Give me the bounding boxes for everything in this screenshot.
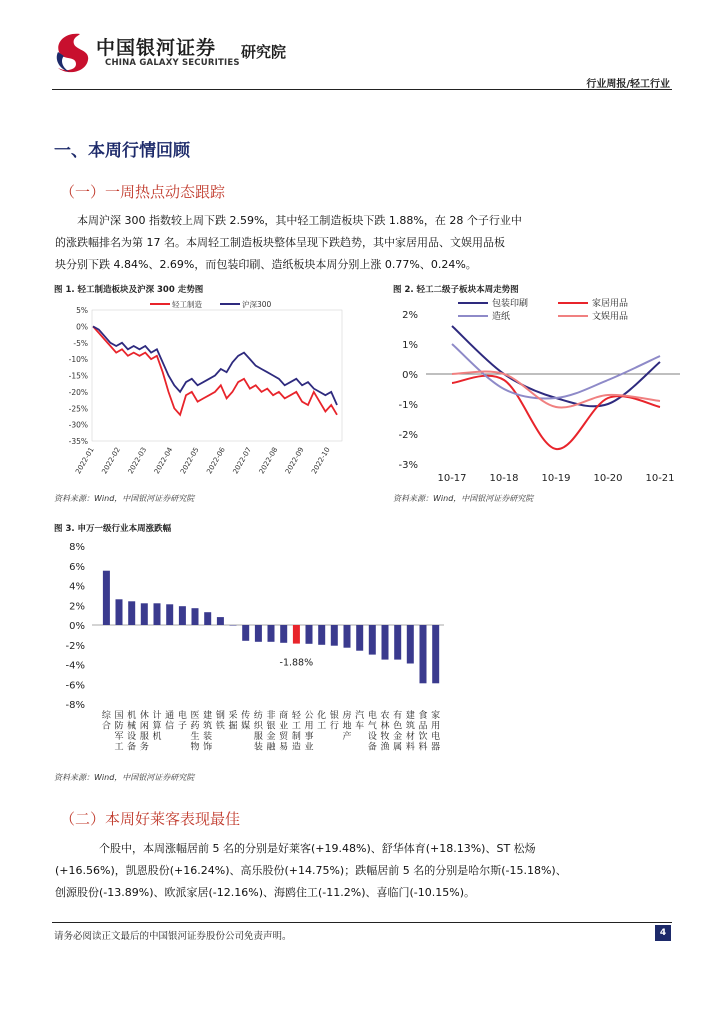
fig3-bar-23 [394,625,401,660]
fig2-y-tick-label: 2% [402,310,418,321]
fig1-x-tick-label: 2022-04 [152,446,175,476]
fig3-bar-25 [420,625,427,683]
fig3-y-tick-label: -2% [65,640,85,652]
fig1-title: 图 1. 轻工制造板块及沪深 300 走势图 [54,285,204,295]
paragraph-1-line-2: 的涨跌幅排名为第 17 名。本周轻工制造板块整体呈现下跌趋势，其中家居用品、文娱用品板 [55,236,505,249]
fig3-x-tick-label-10: 采掘 [228,711,238,732]
fig1-y-tick-label: -20% [68,387,88,397]
fig3-source: 资料来源：Wind，中国银河证券研究院 [54,773,195,782]
fig1-source: 资料来源：Wind，中国银河证券研究院 [54,494,195,503]
fig2-y-tick-label: 0% [402,370,418,381]
fig3-bar-17 [318,625,325,645]
fig3-x-tick-label-13: 非银金融 [266,711,276,753]
fig3-bar-18 [331,625,338,646]
fig3-bar-6 [179,606,186,625]
fig3-bar-7 [192,608,199,625]
fig3-bar-14 [280,625,287,643]
fig3-bar-11 [242,625,249,641]
fig3-x-tick-label-23: 有色金属 [393,711,403,753]
fig3-bar-12 [255,625,262,642]
fig3-bar-16 [306,625,313,644]
fig3-x-tick-label-9: 钢铁 [215,711,225,732]
fig2-y-tick-label: -3% [398,460,418,471]
paragraph-1-line-1: 本周沪深 300 指数较上周下跌 2.59%，其中轻工制造板块下跌 1.88%，在 28 个子行业中 [77,214,522,227]
fig3-title: 图 3. 申万一级行业本周涨跌幅 [54,524,172,534]
fig3-x-tick-label-7: 医药生物 [190,711,200,753]
fig2-legend-label-2: 造纸 [492,312,511,322]
fig3-bar-26 [432,625,439,683]
fig1-y-tick-label: 5% [76,306,88,315]
fig1-y-tick-label: 0% [76,322,88,332]
subsection-title-1: （一）一周热点动态跟踪 [60,183,226,201]
fig2-x-tick-label: 10-18 [489,473,519,484]
fig2-x-tick-label: 10-17 [437,473,467,484]
fig2-chart [392,296,682,486]
fig3-bar-1 [116,599,123,625]
fig1-x-tick-label: 2022-07 [231,446,254,476]
fig1-y-tick-label: -35% [68,437,88,446]
fig3-y-tick-label: 6% [69,561,85,573]
fig3-y-tick-label: -8% [65,700,85,711]
fig1-x-tick-label: 2022-10 [310,446,332,476]
fig1-legend-label-1: 沪深300 [242,300,272,309]
fig3-y-tick-label: 4% [69,581,85,593]
fig1-legend-label-0: 轻工制造 [172,300,202,309]
fig3-bar-2 [128,601,135,625]
fig3-bar-0 [103,571,110,625]
fig3-x-tick-label-18: 银行 [329,711,339,732]
fig1-x-tick-label: 2022-01 [74,446,96,476]
fig3-bar-15 [293,625,300,644]
fig3-x-tick-label-14: 商业贸易 [279,711,289,753]
fig3-bar-22 [382,625,389,660]
fig2-legend-label-1: 家居用品 [592,299,629,309]
fig3-x-tick-label-22: 农林牧渔 [380,711,390,753]
fig3-x-tick-label-24: 建筑材料 [405,711,415,753]
fig3-bar-13 [268,625,275,642]
footer-disclaimer: 请务必阅读正文最后的中国银河证券股份公司免责声明。 [54,931,292,942]
fig3-x-tick-label-6: 电子 [177,711,187,732]
logo-sub: 研究院 [241,43,287,61]
fig3-x-tick-label-4: 计算机 [152,711,162,742]
fig2-y-tick-label: -1% [398,400,418,411]
fig3-chart [52,536,452,768]
fig3-x-tick-label-16: 公用事业 [304,711,314,753]
fig3-y-tick-label: 8% [69,542,85,553]
fig1-series-line-1 [93,326,337,405]
fig3-annotation: -1.88% [279,657,314,669]
galaxy-logo-icon [50,30,94,74]
fig1-series-line-0 [93,326,337,414]
fig2-series-line-0 [452,326,660,406]
fig2-title: 图 2. 轻工二级子板块本周走势图 [393,285,519,295]
paragraph-2-line-3: 创源股份(-13.89%)、欧派家居(-12.16%)、海鸥住工(-11.2%)、喜临门(-10.15%)。 [55,886,475,899]
fig3-bar-3 [141,603,148,625]
fig1-y-tick-label: -5% [73,338,88,348]
fig2-x-tick-label: 10-19 [541,473,571,484]
fig3-bar-9 [217,617,224,625]
fig3-x-tick-label-17: 化工 [317,711,327,732]
fig3-y-tick-label: -4% [65,660,85,672]
fig1-y-tick-label: -25% [68,404,88,414]
fig3-bar-10 [230,625,237,626]
fig1-chart [52,296,352,486]
fig1-y-tick-label: -30% [68,420,88,430]
fig3-bar-20 [356,625,363,651]
fig3-y-tick-label: 2% [69,601,85,613]
paragraph-2-line-2: (+16.56%)，凯恩股份(+16.24%)、高乐股份(+14.75%)；跌幅居前 5 名的分别是哈尔斯(-15.18%)、 [55,864,567,877]
fig1-x-tick-label: 2022-09 [283,446,306,476]
header-divider [52,89,672,90]
fig1-x-tick-label: 2022-05 [179,446,201,476]
fig1-plot-frame [92,310,342,441]
fig3-x-tick-label-26: 家用电器 [431,711,441,753]
section-title: 一、本周行情回顾 [54,141,190,161]
fig1-x-tick-label: 2022-02 [100,446,122,476]
fig3-bar-8 [204,612,211,625]
fig3-bar-19 [344,625,351,648]
fig2-series-line-1 [452,376,660,449]
report-type: 行业周报/轻工行业 [586,79,670,90]
logo-text-en: CHINA GALAXY SECURITIES [105,58,240,68]
fig2-x-tick-label: 10-20 [593,473,623,484]
fig1-y-tick-label: -15% [68,371,88,381]
fig3-x-tick-label-12: 纺织服装 [253,711,263,753]
fig1-x-tick-label: 2022-03 [126,446,149,476]
fig3-x-tick-label-2: 机械设备 [127,711,137,753]
fig3-x-tick-label-25: 食品饮料 [418,711,428,753]
fig1-x-tick-label: 2022-08 [257,446,280,476]
fig3-x-tick-label-15: 轻工制造 [291,711,301,753]
fig3-x-tick-label-5: 通信 [165,711,175,732]
fig3-bar-24 [407,625,414,664]
fig3-y-tick-label: 0% [69,621,85,632]
page-number: 4 [655,925,671,941]
fig2-y-tick-label: 1% [402,340,418,351]
fig3-x-tick-label-8: 建筑装饰 [203,711,213,753]
paragraph-1-line-3: 块分别下跌 4.84%、2.69%，而包装印刷、造纸板块本周分别上涨 0.77%、0.24%。 [55,258,477,271]
fig2-legend-label-0: 包装印刷 [492,299,529,309]
fig2-y-tick-label: -2% [398,430,418,441]
fig1-y-tick-label: -10% [68,355,88,365]
fig3-x-tick-label-20: 汽车 [355,711,365,732]
subsection-title-2: （二）本周好莱客表现最佳 [60,810,241,828]
fig2-legend-label-3: 文娱用品 [592,312,629,322]
fig2-source: 资料来源：Wind，中国银河证券研究院 [393,494,534,503]
fig3-bar-5 [166,604,173,625]
fig2-x-tick-label: 10-21 [645,473,675,484]
fig3-bar-21 [369,625,376,655]
logo-text-cn: 中国银河证券 [96,37,217,59]
paragraph-2-line-1: 个股中，本周涨幅居前 5 名的分别是好莱客(+19.48%)、舒华体育(+18.13%)、ST 松炀 [99,842,536,855]
fig3-x-tick-label-11: 传媒 [241,711,251,732]
fig3-x-tick-label-0: 综合 [101,711,111,732]
footer-divider [52,922,672,923]
fig3-x-tick-label-21: 电气设备 [367,711,377,753]
fig3-bar-4 [154,603,161,625]
fig1-x-tick-label: 2022-06 [205,446,227,476]
fig3-x-tick-label-3: 休闲服务 [139,711,149,753]
fig3-x-tick-label-19: 房地产 [342,711,352,742]
fig3-y-tick-label: -6% [65,680,85,692]
fig3-x-tick-label-1: 国防军工 [114,711,124,753]
